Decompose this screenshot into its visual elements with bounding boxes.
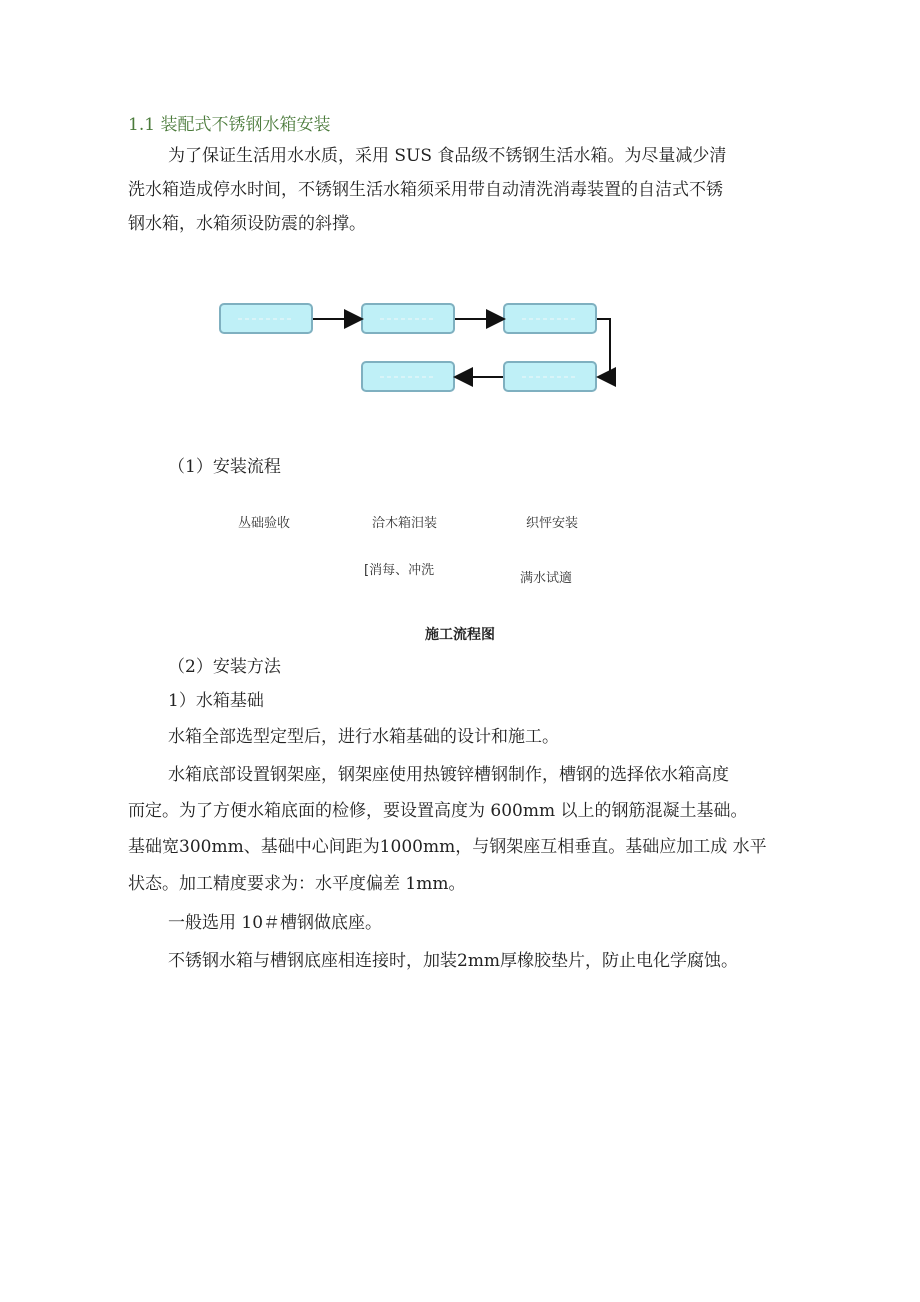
intro-line-2: 洗水箱造成停水时间，不锈钢生活水箱须采用带自动清洗消毒装置的自洁式不锈 bbox=[128, 180, 723, 200]
method-paragraph-4: 不锈钢水箱与槽钢底座相连接时，加装2mm厚橡胶垫片，防止电化学腐蚀。 bbox=[168, 951, 739, 971]
method-paragraph-1: 水箱全部选型定型后，进行水箱基础的设计和施工。 bbox=[168, 727, 559, 747]
flow-label-3: 织怦安装 bbox=[526, 516, 579, 531]
figure-caption: 施工流程图 bbox=[425, 627, 495, 643]
section-heading: 1.1 装配式不锈钢水箱安装 bbox=[128, 115, 331, 135]
method-p2-line-2: 而定。为了方便水箱底面的检修，要设置高度为 600mm 以上的钢筋混凝土基础。 bbox=[128, 801, 748, 821]
flow-diagram-image bbox=[210, 290, 630, 400]
flow-label-4: [消每、冲洗 bbox=[364, 563, 435, 578]
flow-label-5: 满水试適 bbox=[520, 571, 573, 586]
intro-line-3: 钢水箱，水箱须设防震的斜撑。 bbox=[128, 214, 366, 234]
method-p2-line-3: 基础宽300mm、基础中心间距为1000mm，与钢架座互相垂直。基础应加工成 水平 bbox=[128, 837, 767, 857]
method-paragraph-3: 一般选用 10＃槽钢做底座。 bbox=[168, 913, 383, 933]
install-method-heading: （2）安装方法 bbox=[168, 657, 281, 677]
flow-label-2: 洽木箱汨装 bbox=[372, 516, 438, 531]
method-p2-line-1: 水箱底部设置钢架座，钢架座使用热镀锌槽钢制作，槽钢的选择依水箱高度 bbox=[168, 765, 729, 785]
sub-heading-foundation: 1）水箱基础 bbox=[168, 691, 264, 711]
flow-label-1: 丛础验收 bbox=[238, 516, 291, 531]
intro-line-1: 为了保证生活用水水质，采用 SUS 食品级不锈钢生活水箱。为尽量减少清 bbox=[168, 146, 727, 166]
flow-arrow-3 bbox=[597, 319, 610, 377]
install-flow-heading: （1）安装流程 bbox=[168, 457, 281, 477]
method-p2-line-4: 状态。加工精度要求为：水平度偏差 1mm。 bbox=[128, 874, 466, 894]
